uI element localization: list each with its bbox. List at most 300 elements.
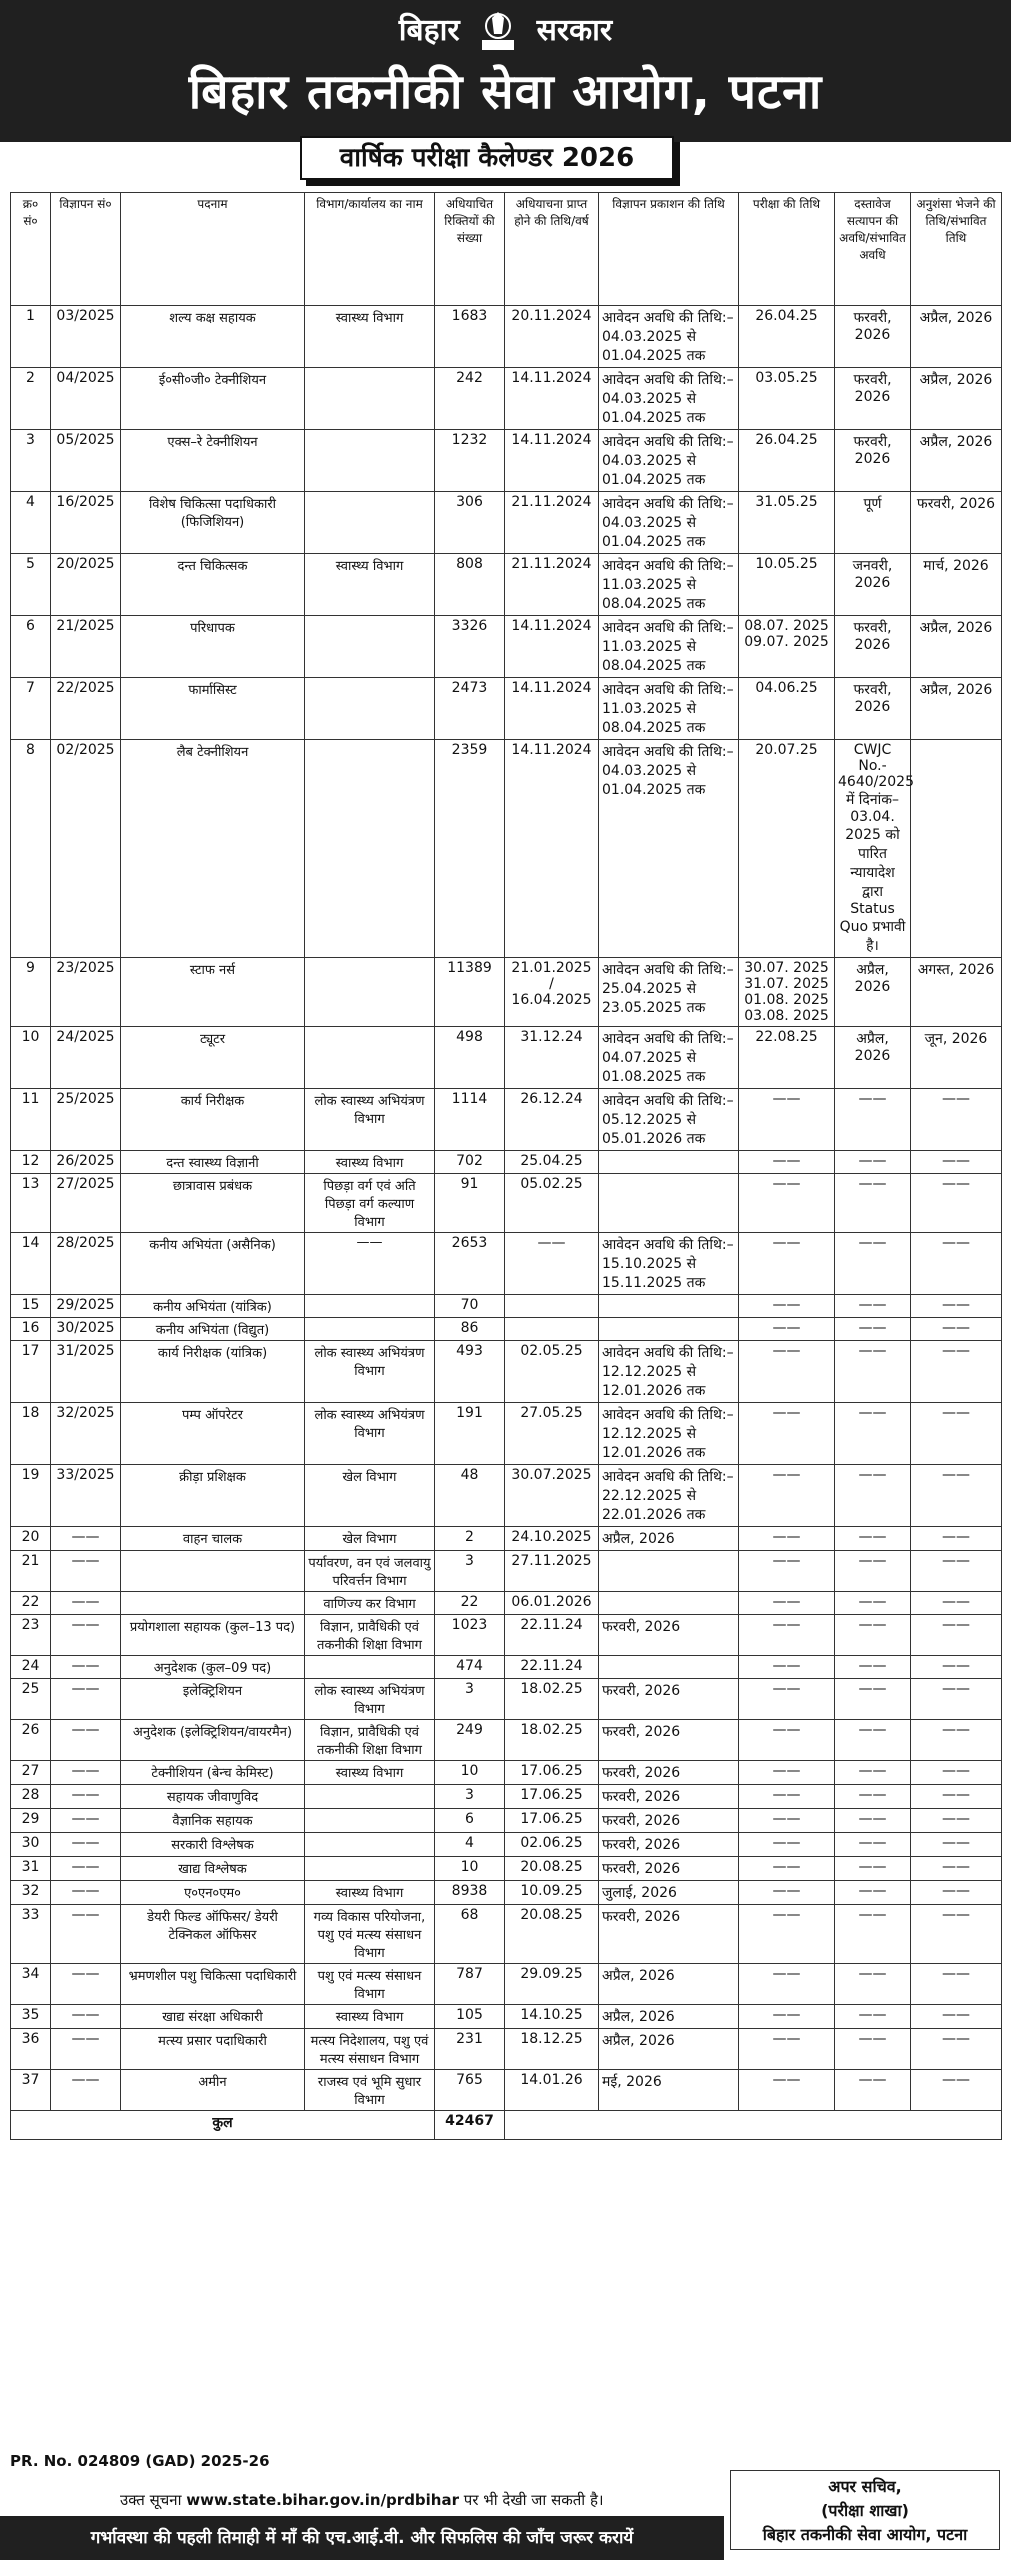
table-cell: 11389 [435, 958, 505, 1027]
table-cell: कार्य निरीक्षक (यांत्रिक) [121, 1341, 305, 1403]
table-row [11, 1174, 1002, 1233]
table-cell: —— [835, 1720, 911, 1761]
table-cell: 23/2025 [51, 958, 121, 1027]
table-cell: गव्य विकास परियोजना, पशु एवं मत्स्य संसाधन विभाग [305, 1905, 435, 1964]
table-cell: —— [911, 1151, 1002, 1174]
table-cell: 28 [11, 1785, 51, 1809]
table-cell: 474 [435, 1656, 505, 1679]
table-cell: 22.11.24 [505, 1656, 599, 1679]
table-cell: पशु एवं मत्स्य संसाधन विभाग [305, 1964, 435, 2005]
table-cell: आवेदन अवधि की तिथि:– 25.04.2025 से 23.05.2025 तक [599, 958, 739, 1027]
table-cell: आवेदन अवधि की तिथि:– 04.03.2025 से 01.04.2025 तक [599, 492, 739, 554]
table-cell: 787 [435, 1964, 505, 2005]
table-row [11, 1809, 1002, 1833]
table-cell: 03.05.25 [739, 368, 835, 430]
table-cell: 808 [435, 554, 505, 616]
table-cell: आवेदन अवधि की तिथि:– 11.03.2025 से 08.04.2025 तक [599, 678, 739, 740]
table-cell: 14.11.2024 [505, 616, 599, 678]
table-cell: खेल विभाग [305, 1465, 435, 1527]
table-row [11, 616, 1002, 678]
table-cell: 02.06.25 [505, 1833, 599, 1857]
org-title: बिहार तकनीकी सेवा आयोग, पटना [188, 64, 823, 120]
table-cell: —— [835, 1318, 911, 1341]
table-cell [305, 1833, 435, 1857]
table-cell [305, 368, 435, 430]
table-cell: —— [739, 1318, 835, 1341]
table-cell: आवेदन अवधि की तिथि:– 05.12.2025 से 05.01.2026 तक [599, 1089, 739, 1151]
table-row [11, 2070, 1002, 2111]
table-cell: प्रयोगशाला सहायक (कुल–13 पद) [121, 1615, 305, 1656]
table-cell: —— [911, 1809, 1002, 1833]
table-cell: 24.10.2025 [505, 1527, 599, 1551]
table-cell: 2 [11, 368, 51, 430]
table-cell: 18.02.25 [505, 1679, 599, 1720]
table-cell: जुलाई, 2026 [599, 1881, 739, 1905]
table-cell: 21.11.2024 [505, 492, 599, 554]
table-cell: —— [51, 1720, 121, 1761]
table-cell: 26/2025 [51, 1151, 121, 1174]
table-cell: —— [911, 1656, 1002, 1679]
table-cell: पर्यावरण, वन एवं जलवायु परिवर्त्तन विभाग [305, 1551, 435, 1592]
table-cell: 6 [11, 616, 51, 678]
table-cell: स्वास्थ्य विभाग [305, 1151, 435, 1174]
table-cell: अप्रैल, 2026 [599, 2005, 739, 2029]
table-cell: —— [911, 1720, 1002, 1761]
table-cell: —— [911, 1785, 1002, 1809]
table-row [11, 1761, 1002, 1785]
table-cell: आवेदन अवधि की तिथि:– 04.03.2025 से 01.04.2025 तक [599, 430, 739, 492]
table-cell: मार्च, 2026 [911, 554, 1002, 616]
table-cell: स्वास्थ्य विभाग [305, 554, 435, 616]
table-cell: —— [739, 1656, 835, 1679]
table-row [11, 1964, 1002, 2005]
table-body [11, 306, 1002, 2111]
total-empty [505, 2111, 1002, 2140]
table-cell: 08.07. 2025 09.07. 2025 [739, 616, 835, 678]
table-cell: 30.07. 2025 31.07. 2025 01.08. 2025 03.08. 2025 [739, 958, 835, 1027]
table-cell: 11 [11, 1089, 51, 1151]
table-cell: —— [835, 1403, 911, 1465]
table-cell: 765 [435, 2070, 505, 2111]
table-cell [305, 740, 435, 958]
table-row [11, 1151, 1002, 1174]
col-header: परीक्षा की तिथि [739, 193, 835, 306]
table-cell: 26.04.25 [739, 430, 835, 492]
table-cell: 18.12.25 [505, 2029, 599, 2070]
table-cell: 8938 [435, 1881, 505, 1905]
table-cell: आवेदन अवधि की तिथि:– 04.07.2025 से 01.08.2025 तक [599, 1027, 739, 1089]
table-cell: —— [739, 1233, 835, 1295]
table-row [11, 1857, 1002, 1881]
table-cell: अप्रैल, 2026 [835, 1027, 911, 1089]
table-cell: अनुदेशक (इलेक्ट्रिशियन/वायरमैन) [121, 1720, 305, 1761]
table-cell: 30/2025 [51, 1318, 121, 1341]
table-cell: —— [739, 1857, 835, 1881]
calendar-table-wrap [10, 192, 1001, 2140]
pr-number: PR. No. 024809 (GAD) 2025-26 [10, 2452, 270, 2470]
table-cell: —— [51, 1809, 121, 1833]
table-cell: 14.10.25 [505, 2005, 599, 2029]
table-cell: वाणिज्य कर विभाग [305, 1592, 435, 1615]
table-cell: 6 [435, 1809, 505, 1833]
table-cell: —— [835, 1761, 911, 1785]
table-cell: 29 [11, 1809, 51, 1833]
table-cell: 68 [435, 1905, 505, 1964]
table-row [11, 1341, 1002, 1403]
table-cell: —— [911, 2070, 1002, 2111]
table-cell: 2 [435, 1527, 505, 1551]
table-row [11, 2005, 1002, 2029]
table-cell: 31.05.25 [739, 492, 835, 554]
table-cell: 231 [435, 2029, 505, 2070]
table-cell: —— [835, 1551, 911, 1592]
table-cell: स्वास्थ्य विभाग [305, 1881, 435, 1905]
col-header: अनुशंसा भेजने की तिथि/संभावित तिथि [911, 193, 1002, 306]
table-row [11, 1551, 1002, 1592]
table-cell: 1114 [435, 1089, 505, 1151]
sign-line: बिहार तकनीकी सेवा आयोग, पटना [762, 2525, 968, 2544]
table-cell: अप्रैल, 2026 [599, 1964, 739, 2005]
table-cell: —— [51, 1857, 121, 1881]
table-cell: कनीय अभियंता (विद्युत) [121, 1318, 305, 1341]
bihar-emblem-icon [478, 10, 518, 54]
table-cell: अप्रैल, 2026 [911, 616, 1002, 678]
table-row [11, 1679, 1002, 1720]
table-cell: 21/2025 [51, 616, 121, 678]
table-cell: 1232 [435, 430, 505, 492]
table-cell: —— [739, 1785, 835, 1809]
table-row [11, 1615, 1002, 1656]
table-cell [599, 1295, 739, 1318]
table-cell: 21.01.2025 / 16.04.2025 [505, 958, 599, 1027]
table-cell: 8 [11, 740, 51, 958]
table-cell: 5 [11, 554, 51, 616]
table-cell: फार्मासिस्ट [121, 678, 305, 740]
table-cell: अगस्त, 2026 [911, 958, 1002, 1027]
table-cell [599, 1592, 739, 1615]
table-cell: शल्य कक्ष सहायक [121, 306, 305, 368]
table-cell: 2359 [435, 740, 505, 958]
table-cell: 14.11.2024 [505, 678, 599, 740]
table-cell: —— [835, 1527, 911, 1551]
table-cell: —— [739, 1881, 835, 1905]
table-cell: फरवरी, 2026 [599, 1857, 739, 1881]
table-cell: फरवरी, 2026 [599, 1905, 739, 1964]
table-cell: 14.11.2024 [505, 430, 599, 492]
total-label: कुल [11, 2111, 435, 2140]
table-cell: फरवरी, 2026 [835, 616, 911, 678]
table-cell: 14.11.2024 [505, 740, 599, 958]
table-cell: आवेदन अवधि की तिथि:– 11.03.2025 से 08.04.2025 तक [599, 616, 739, 678]
table-cell: अमीन [121, 2070, 305, 2111]
table-cell: 17.06.25 [505, 1761, 599, 1785]
table-cell: —— [739, 1720, 835, 1761]
table-cell: वाहन चालक [121, 1527, 305, 1551]
table-cell [305, 958, 435, 1027]
table-cell: 27 [11, 1761, 51, 1785]
table-cell: 29.09.25 [505, 1964, 599, 2005]
table-cell: —— [739, 1341, 835, 1403]
table-cell: 32 [11, 1881, 51, 1905]
table-cell: 06.01.2026 [505, 1592, 599, 1615]
table-row [11, 1027, 1002, 1089]
table-cell: —— [739, 2005, 835, 2029]
table-cell: स्वास्थ्य विभाग [305, 306, 435, 368]
table-cell: पम्प ऑपरेटर [121, 1403, 305, 1465]
table-cell: 20.08.25 [505, 1857, 599, 1881]
calendar-title: वार्षिक परीक्षा कैलेण्डर 2026 [300, 136, 674, 180]
table-cell: —— [911, 1905, 1002, 1964]
table-cell: लोक स्वास्थ्य अभियंत्रण विभाग [305, 1679, 435, 1720]
table-cell: 23 [11, 1615, 51, 1656]
table-cell: 18.02.25 [505, 1720, 599, 1761]
table-cell: 32/2025 [51, 1403, 121, 1465]
table-cell: —— [739, 1905, 835, 1964]
table-cell: —— [739, 1761, 835, 1785]
table-cell: लैब टेक्नीशियन [121, 740, 305, 958]
info-line [120, 2490, 604, 2510]
table-cell: 1 [11, 306, 51, 368]
table-cell [599, 1318, 739, 1341]
table-row [11, 1403, 1002, 1465]
table-cell: —— [51, 1592, 121, 1615]
table-cell: 2473 [435, 678, 505, 740]
table-cell: 4 [11, 492, 51, 554]
table-cell: अप्रैल, 2026 [911, 430, 1002, 492]
table-header-row [11, 193, 1002, 306]
table-row [11, 1905, 1002, 1964]
table-cell: खाद्य विश्लेषक [121, 1857, 305, 1881]
table-cell [121, 1551, 305, 1592]
table-cell: मत्स्य प्रसार पदाधिकारी [121, 2029, 305, 2070]
table-cell: —— [911, 1592, 1002, 1615]
col-header: विज्ञापन प्रकाशन की तिथि [599, 193, 739, 306]
table-cell: —— [835, 1151, 911, 1174]
table-cell: —— [835, 1089, 911, 1151]
table-cell: —— [51, 1761, 121, 1785]
table-cell: —— [51, 2005, 121, 2029]
table-cell: छात्रावास प्रबंधक [121, 1174, 305, 1233]
table-cell: —— [51, 2070, 121, 2111]
table-cell: ट्यूटर [121, 1027, 305, 1089]
table-cell: 3326 [435, 616, 505, 678]
sign-line: अपर सचिव, [828, 2477, 902, 2496]
table-cell: 24 [11, 1656, 51, 1679]
table-cell: —— [911, 1318, 1002, 1341]
table-cell [305, 1318, 435, 1341]
table-cell: —— [835, 1905, 911, 1964]
table-cell: खाद्य संरक्षा अधिकारी [121, 2005, 305, 2029]
table-cell [305, 616, 435, 678]
table-cell: 10 [435, 1857, 505, 1881]
table-cell: —— [911, 2005, 1002, 2029]
table-cell: 33 [11, 1905, 51, 1964]
table-cell: लोक स्वास्थ्य अभियंत्रण विभाग [305, 1089, 435, 1151]
table-cell: 22 [11, 1592, 51, 1615]
table-cell: 31.12.24 [505, 1027, 599, 1089]
table-cell: 05/2025 [51, 430, 121, 492]
table-cell: 04/2025 [51, 368, 121, 430]
table-cell: फरवरी, 2026 [599, 1809, 739, 1833]
table-cell: फरवरी, 2026 [835, 678, 911, 740]
table-cell: —— [51, 1785, 121, 1809]
table-cell: 25/2025 [51, 1089, 121, 1151]
table-cell: राजस्व एवं भूमि सुधार विभाग [305, 2070, 435, 2111]
table-cell: 20/2025 [51, 554, 121, 616]
info-prefix: उक्त सूचना [120, 2491, 182, 2509]
table-cell [305, 1785, 435, 1809]
table-cell: —— [739, 1174, 835, 1233]
table-cell: 02/2025 [51, 740, 121, 958]
table-row [11, 1720, 1002, 1761]
table-cell: आवेदन अवधि की तिथि:– 12.12.2025 से 12.01.2026 तक [599, 1403, 739, 1465]
table-cell: 22.11.24 [505, 1615, 599, 1656]
table-cell: —— [51, 1615, 121, 1656]
table-cell: —— [739, 1592, 835, 1615]
table-cell: —— [739, 2029, 835, 2070]
table-cell: 26.12.24 [505, 1089, 599, 1151]
table-cell: —— [835, 1295, 911, 1318]
total-row [11, 2111, 1002, 2140]
table-row [11, 1527, 1002, 1551]
table-cell: फरवरी, 2026 [835, 430, 911, 492]
col-header: पदनाम [121, 193, 305, 306]
table-cell: कनीय अभियंता (यांत्रिक) [121, 1295, 305, 1318]
total-value: 42467 [435, 2111, 505, 2140]
table-cell: —— [51, 1833, 121, 1857]
table-cell: 24/2025 [51, 1027, 121, 1089]
col-header: दस्तावेज सत्यापन की अवधि/संभावित अवधि [835, 193, 911, 306]
info-suffix: पर भी देखी जा सकती है। [463, 2491, 604, 2509]
table-cell: 27.05.25 [505, 1403, 599, 1465]
table-cell: 3 [11, 430, 51, 492]
info-url[interactable]: www.state.bihar.gov.in/prdbihar [186, 2491, 460, 2509]
table-cell: —— [51, 1656, 121, 1679]
table-cell: 3 [435, 1785, 505, 1809]
table-cell: 4 [435, 1833, 505, 1857]
table-row [11, 554, 1002, 616]
table-row [11, 1465, 1002, 1527]
table-cell: 16/2025 [51, 492, 121, 554]
table-cell: मत्स्य निदेशालय, पशु एवं मत्स्य संसाधन विभाग [305, 2029, 435, 2070]
table-cell: 105 [435, 2005, 505, 2029]
table-cell: ई०सी०जी० टेक्नीशियन [121, 368, 305, 430]
table-cell: जनवरी, 2026 [835, 554, 911, 616]
table-cell: 191 [435, 1403, 505, 1465]
table-cell: 04.06.25 [739, 678, 835, 740]
table-cell: —— [911, 1964, 1002, 2005]
table-cell: —— [911, 1527, 1002, 1551]
table-cell: —— [911, 1233, 1002, 1295]
table-cell: 242 [435, 368, 505, 430]
table-cell: आवेदन अवधि की तिथि:– 11.03.2025 से 08.04.2025 तक [599, 554, 739, 616]
table-cell: 7 [11, 678, 51, 740]
table-cell: —— [51, 1679, 121, 1720]
table-cell: 10.05.25 [739, 554, 835, 616]
table-cell: भ्रमणशील पशु चिकित्सा पदाधिकारी [121, 1964, 305, 2005]
table-cell: 249 [435, 1720, 505, 1761]
table-cell: 20.07.25 [739, 740, 835, 958]
table-cell: 30.07.2025 [505, 1465, 599, 1527]
table-row [11, 1785, 1002, 1809]
table-cell: अप्रैल, 2026 [599, 2029, 739, 2070]
table-cell: —— [911, 1341, 1002, 1403]
table-cell: 70 [435, 1295, 505, 1318]
col-header: क्र० सं० [11, 193, 51, 306]
table-cell: 29/2025 [51, 1295, 121, 1318]
table-cell: 26.04.25 [739, 306, 835, 368]
table-cell: 02.05.25 [505, 1341, 599, 1403]
table-cell: —— [835, 1833, 911, 1857]
table-row [11, 430, 1002, 492]
table-cell [305, 678, 435, 740]
table-cell: दन्त स्वास्थ्य विज्ञानी [121, 1151, 305, 1174]
table-cell: —— [911, 1465, 1002, 1527]
table-cell: —— [739, 2070, 835, 2111]
table-cell: —— [835, 1341, 911, 1403]
table-cell [599, 1151, 739, 1174]
table-cell: 33/2025 [51, 1465, 121, 1527]
table-cell: —— [51, 1551, 121, 1592]
table-cell: लोक स्वास्थ्य अभियंत्रण विभाग [305, 1403, 435, 1465]
table-cell: —— [739, 1679, 835, 1720]
table-cell: एक्स–रे टेक्नीशियन [121, 430, 305, 492]
table-cell: —— [305, 1233, 435, 1295]
table-cell: —— [835, 1881, 911, 1905]
table-cell: 15 [11, 1295, 51, 1318]
table-cell: —— [835, 1592, 911, 1615]
table-cell: वैज्ञानिक सहायक [121, 1809, 305, 1833]
table-row [11, 2029, 1002, 2070]
table-cell: स्वास्थ्य विभाग [305, 1761, 435, 1785]
health-slogan: गर्भावस्था की पहली तिमाही में माँ की एच.आई.वी. और सिफलिस की जाँच जरूर करायें [0, 2516, 724, 2560]
signature-box [730, 2470, 1000, 2550]
table-cell: 20 [11, 1527, 51, 1551]
table-cell: 9 [11, 958, 51, 1027]
table-cell: आवेदन अवधि की तिथि:– 04.03.2025 से 01.04.2025 तक [599, 306, 739, 368]
table-row [11, 1089, 1002, 1151]
table-cell: —— [739, 1403, 835, 1465]
table-cell: अप्रैल, 2026 [599, 1527, 739, 1551]
table-cell: 1023 [435, 1615, 505, 1656]
table-cell: विज्ञान, प्रावैधिकी एवं तकनीकी शिक्षा विभाग [305, 1720, 435, 1761]
col-header: अधियाचना प्राप्त होने की तिथि/वर्ष [505, 193, 599, 306]
table-cell: —— [739, 1809, 835, 1833]
table-cell: 31/2025 [51, 1341, 121, 1403]
table-cell: फरवरी, 2026 [599, 1761, 739, 1785]
table-cell: 306 [435, 492, 505, 554]
table-cell: आवेदन अवधि की तिथि:– 12.12.2025 से 12.01.2026 तक [599, 1341, 739, 1403]
table-cell: 19 [11, 1465, 51, 1527]
table-cell: पिछड़ा वर्ग एवं अति पिछड़ा वर्ग कल्याण विभाग [305, 1174, 435, 1233]
table-cell [599, 1656, 739, 1679]
table-cell: ए०एन०एम० [121, 1881, 305, 1905]
table-cell: 10 [435, 1761, 505, 1785]
table-cell: विशेष चिकित्सा पदाधिकारी (फिजिशियन) [121, 492, 305, 554]
table-cell: —— [739, 1465, 835, 1527]
table-row [11, 492, 1002, 554]
col-header: विभाग/कार्यालय का नाम [305, 193, 435, 306]
table-cell: 14 [11, 1233, 51, 1295]
table-row [11, 740, 1002, 958]
table-cell: परिधापक [121, 616, 305, 678]
table-cell: आवेदन अवधि की तिथि:– 15.10.2025 से 15.11.2025 तक [599, 1233, 739, 1295]
table-cell: —— [911, 2029, 1002, 2070]
table-cell: 498 [435, 1027, 505, 1089]
table-row [11, 1295, 1002, 1318]
table-cell: —— [739, 1615, 835, 1656]
table-cell: खेल विभाग [305, 1527, 435, 1551]
